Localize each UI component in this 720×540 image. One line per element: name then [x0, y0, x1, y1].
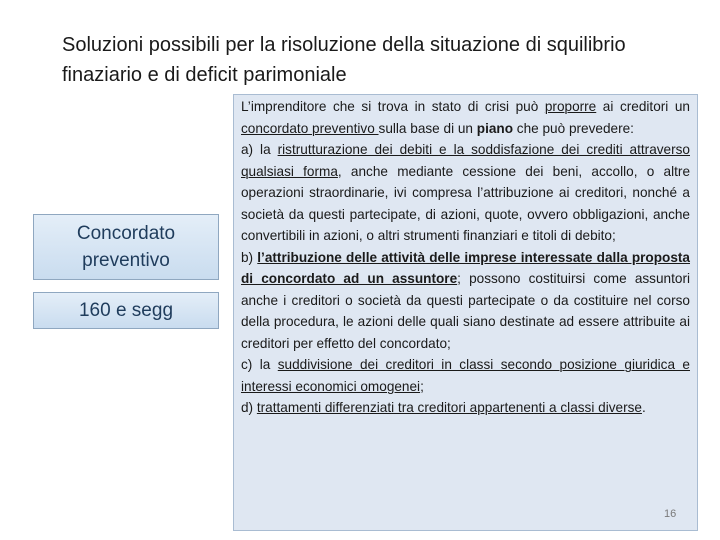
intro-concordato: concordato preventivo: [241, 120, 379, 136]
item-b: [241, 247, 690, 355]
intro-paragraph: [241, 96, 690, 139]
slide-number: 16: [664, 508, 677, 520]
item-b-prefix: b): [241, 249, 258, 265]
intro-text-2: ai creditori un: [596, 99, 690, 114]
slide-title: Soluzioni possibili per la risoluzione della situazione di squilibrio finaziario e di deficit parimoniale: [62, 34, 626, 86]
content-text: [241, 96, 690, 419]
item-a-highlight: ristrutturazione dei debiti e la soddisfazione dei crediti attraverso qualsiasi forma: [241, 142, 690, 179]
item-d-highlight: trattamenti differenziati tra creditori appartenenti a classi diverse: [256, 400, 642, 415]
item-c-rest: ;: [420, 378, 424, 394]
intro-proporre: proporre: [544, 99, 597, 114]
articles-reference-box: 160 e segg: [33, 292, 219, 329]
intro-text-3: sulla base di un: [378, 120, 477, 136]
item-b-highlight: l’attribuzione delle attività delle imprese interessate dalla proposta di concordato ad un assuntore: [241, 249, 690, 286]
item-a: [241, 139, 690, 247]
intro-piano: piano: [476, 120, 514, 136]
intro-text-1: L’imprenditore che si trova in stato di crisi può: [241, 99, 545, 114]
item-d-rest: .: [641, 400, 646, 415]
item-c: [241, 354, 690, 397]
item-a-rest: , anche mediante cessione dei beni, accollo, o altre operazioni straordinarie, ivi compresa l’attribuzione ai creditori, nonché a società da questi partecipate, di azioni, quote, ovvero obbligazioni, anche convertibili in azioni, o altri strumenti finanziari e titoli di debito;: [241, 163, 690, 243]
item-a-prefix: a) la: [241, 142, 278, 157]
item-c-highlight: suddivisione dei creditori in classi secondo posizione giuridica e interessi economici omogenei: [241, 357, 690, 394]
item-c-prefix: c) la: [241, 357, 278, 372]
item-d-prefix: d): [241, 400, 257, 415]
item-b-rest: ; possono costituirsi come assuntori anche i creditori o società da questi partecipate o da costituire nel corso della procedura, le azioni delle quali siano destinate ad essere attribuite ai creditori per effetto del concordato;: [241, 271, 690, 351]
item-d: [241, 397, 690, 419]
concordato-preventivo-box: Concordato preventivo: [33, 214, 219, 280]
intro-text-4: che può prevedere:: [513, 120, 634, 136]
